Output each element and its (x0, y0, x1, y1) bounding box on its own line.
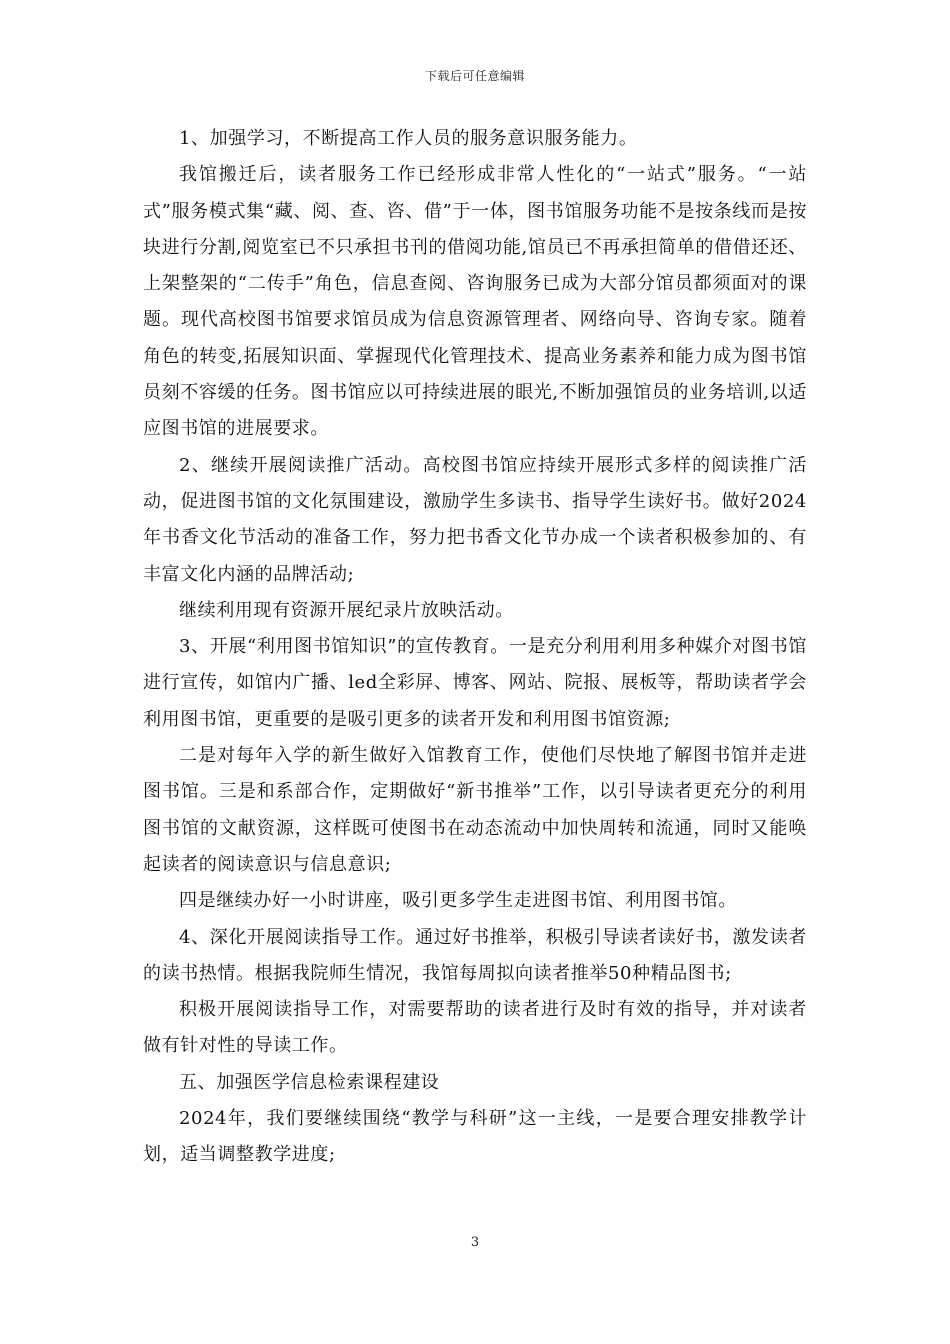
paragraph: 我馆搬迁后，读者服务工作已经形成非常人性化的“一站式”服务。“一站式”服务模式集“藏、阅、查、咨、借”于一体，图书馆服务功能不是按条线而是按块进行分割,阅览室已不只承担书刊的借阅功能,馆员已不再承担简单的借借还还、上架整架的“二传手”角色，信息查阅、咨询服务已成为大部分馆员都须面对的课题。现代高校图书馆要求馆员成为信息资源管理者、网络向导、咨询专家。随着角色的转变,拓展知识面、掌握现代化管理技术、提高业务素养和能力成为图书馆员刻不容缓的任务。图书馆应以可持续进展的眼光,不断加强馆员的业务培训,以适应图书馆的进展要求。 (143, 164, 807, 440)
paragraph: 二是对每年入学的新生做好入馆教育工作，使他们尽快地了解图书馆并走进图书馆。三是和系部合作，定期做好“新书推举”工作，以引导读者更充分的利用图书馆的文献资源，这样既可使图书在动态流动中加快周转和流通，同时又能唤起读者的阅读意识与信息意识; (143, 745, 807, 875)
page-header: 下载后可任意编辑 (424, 69, 525, 83)
paragraph: 继续利用现有资源开展纪录片放映活动。 (179, 599, 514, 621)
paragraph: 积极开展阅读指导工作，对需要帮助的读者进行及时有效的指导，并对读者做有针对性的导读工作。 (143, 999, 807, 1057)
paragraph: 2024年，我们要继续围绕“教学与科研”这一主线，一是要合理安排教学计划，适当调整教学进度; (143, 1108, 807, 1166)
paragraph: 1、加强学习，不断提高工作人员的服务意识服务能力。 (179, 128, 638, 149)
paragraph: 3、开展“利用图书馆知识”的宣传教育。一是充分利用利用多种媒介对图书馆进行宣传，如馆内广播、led全彩屏、博客、网站、院报、展板等，帮助读者学会利用图书馆，更重要的是吸引更多的读者开发和利用图书馆资源; (143, 636, 807, 730)
paragraph: 四是继续办好一小时讲座，吸引更多学生走进图书馆、利用图书馆。 (179, 890, 737, 912)
document-body (143, 121, 807, 1174)
page-number: 3 (470, 1235, 480, 1250)
paragraph: 4、深化开展阅读指导工作。通过好书推举，积极引导读者读好书，激发读者的读书热情。根据我院师生情况，我馆每周拟向读者推举50种精品图书; (143, 926, 807, 984)
paragraph: 2、继续开展阅读推广活动。高校图书馆应持续开展形式多样的阅读推广活动，促进图书馆的文化氛围建设，激励学生多读书、指导学生读好书。做好2024年书香文化节活动的准备工作，努力把书香文化节办成一个读者积极参加的、有丰富文化内涵的品牌活动; (143, 454, 807, 585)
section-heading: 五、加强医学信息检索课程建设 (179, 1071, 440, 1093)
